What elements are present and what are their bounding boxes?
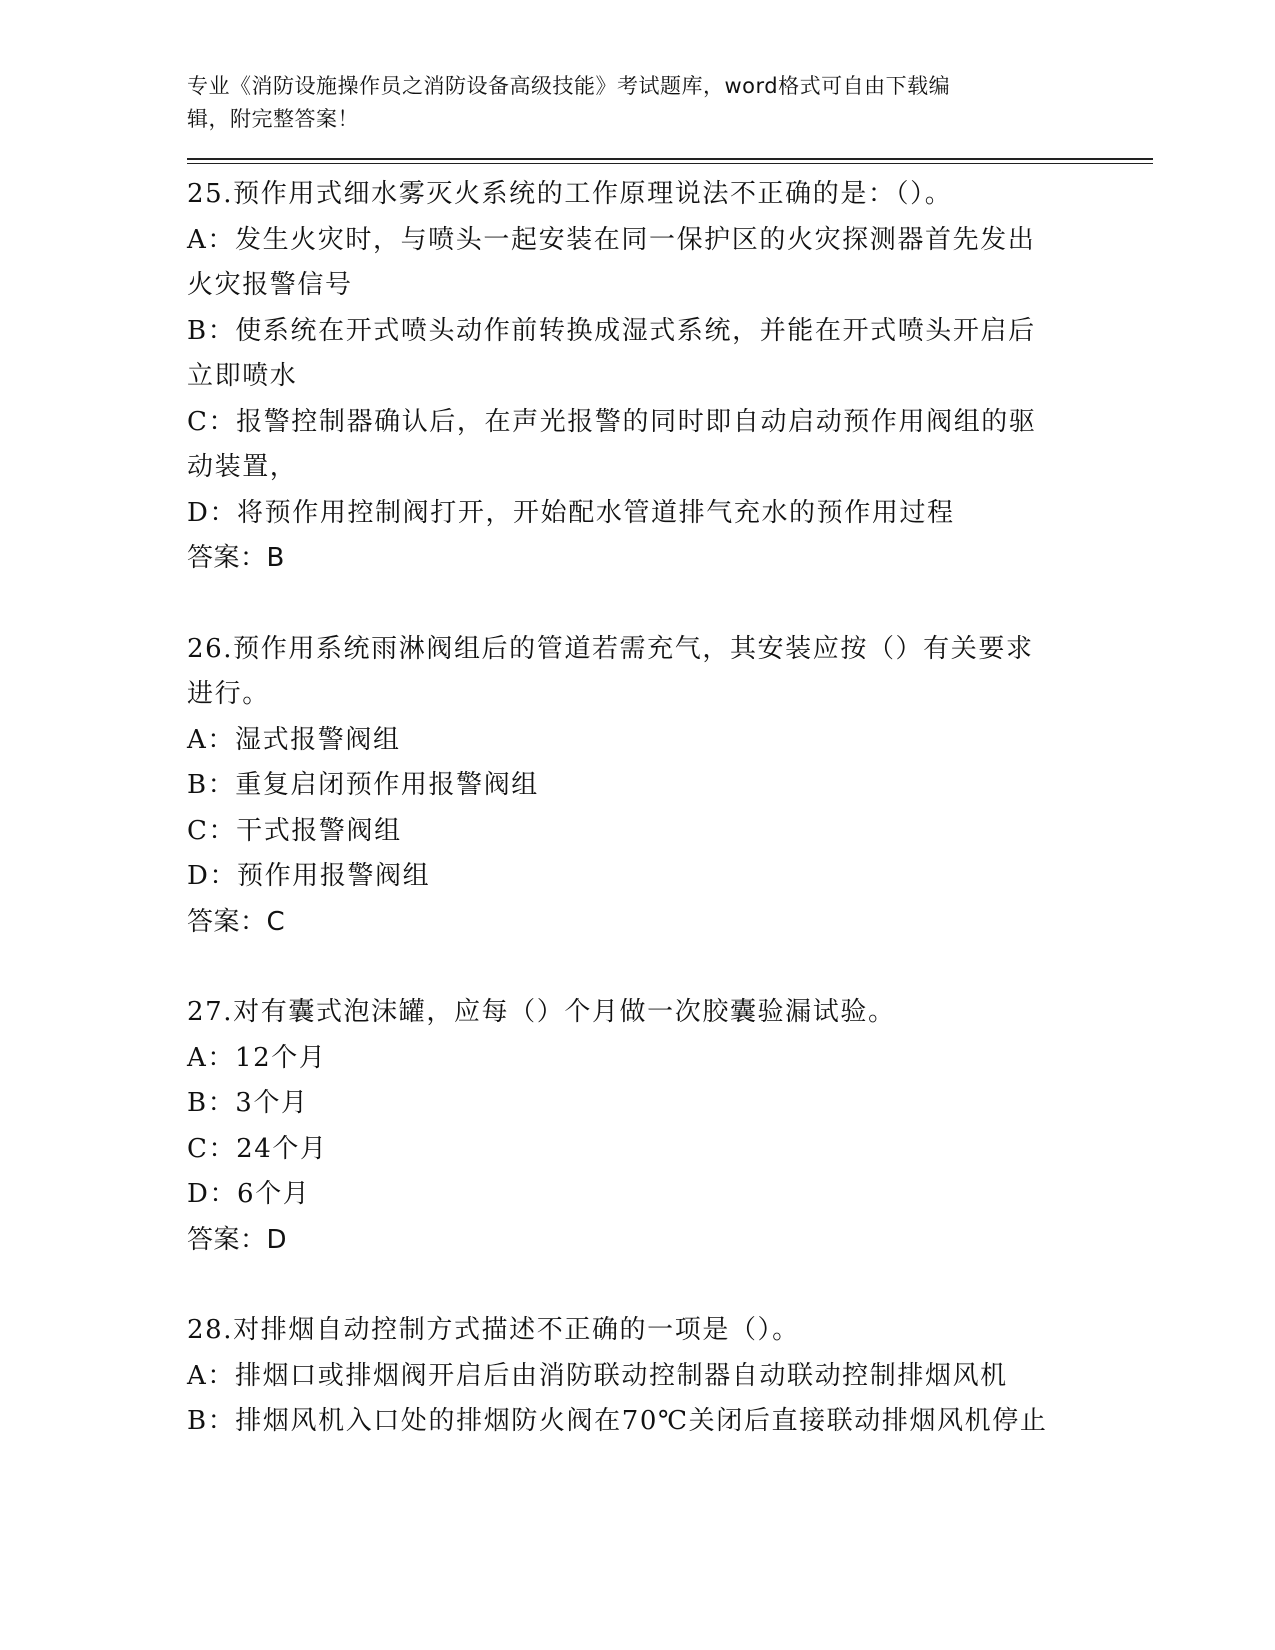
answer-option (187, 218, 1153, 309)
answer-option (187, 309, 1153, 400)
option-text: A：湿式报警阀组 (187, 724, 401, 755)
option-text: B：重复启闭预作用报警阀组 (187, 770, 539, 800)
answer-option (187, 763, 1153, 809)
option-text: C：24个月 (187, 1133, 328, 1164)
answer-option (187, 491, 1153, 537)
question-block (187, 990, 1153, 1263)
question-list (187, 172, 1153, 1445)
question-block (187, 627, 1153, 946)
header-line-2: 辑，附完整答案！ (187, 107, 359, 131)
answer-option (187, 1354, 1153, 1400)
answer-option (187, 1399, 1153, 1445)
option-text: B：排烟风机入口处的排烟防火阀在70℃关闭后直接联动排烟风机停止 (187, 1406, 1048, 1436)
answer-key: 答案：B (187, 543, 285, 573)
question-block (187, 1308, 1153, 1445)
option-text: A：排烟口或排烟阀开启后由消防联动控制器自动联动控制排烟风机 (187, 1360, 1008, 1391)
option-text: D：6个月 (187, 1179, 311, 1209)
option-text: C：报警控制器确认后，在声光报警的同时即自动启动预作用阀组的驱 (187, 406, 1037, 437)
question-text: 25.预作用式细水雾灭火系统的工作原理说法不正确的是：（）。 (187, 179, 953, 209)
question-text: 27.对有囊式泡沫罐，应每（）个月做一次胶囊验漏试验。 (187, 997, 896, 1027)
option-text: B：3个月 (187, 1088, 309, 1118)
document-page (187, 70, 1153, 1490)
option-text: A：12个月 (187, 1042, 327, 1073)
question-block (187, 172, 1153, 582)
option-text: A：发生火灾时，与喷头一起安装在同一保护区的火灾探测器首先发出 (187, 224, 1036, 255)
header-line-1: 专业《消防设施操作员之消防设备高级技能》考试题库，word格式可自由下载编 (187, 74, 951, 98)
question-text: 进行。 (187, 679, 270, 709)
answer-option (187, 854, 1153, 900)
answer-option (187, 1036, 1153, 1082)
answer-option (187, 1172, 1153, 1218)
answer-option (187, 400, 1153, 491)
option-text: 动装置， (187, 452, 298, 482)
document-header (187, 70, 1153, 136)
answer-key: 答案：C (187, 906, 286, 937)
option-text: 火灾报警信号 (187, 270, 353, 300)
question-text: 28.对排烟自动控制方式描述不正确的一项是（）。 (187, 1315, 800, 1345)
option-text: D：预作用报警阀组 (187, 861, 431, 891)
answer-key: 答案：D (187, 1224, 288, 1255)
question-text: 26.预作用系统雨淋阀组后的管道若需充气，其安装应按（）有关要求 (187, 633, 1034, 664)
answer-option (187, 809, 1153, 855)
option-text: 立即喷水 (187, 361, 298, 391)
option-text: B：使系统在开式喷头动作前转换成湿式系统，并能在开式喷头开启后 (187, 315, 1036, 346)
answer-option (187, 1081, 1153, 1127)
header-divider (187, 158, 1153, 164)
option-text: D：将预作用控制阀打开，开始配水管道排气充水的预作用过程 (187, 497, 955, 528)
answer-option (187, 1127, 1153, 1173)
option-text: C：干式报警阀组 (187, 815, 402, 846)
answer-option (187, 718, 1153, 764)
